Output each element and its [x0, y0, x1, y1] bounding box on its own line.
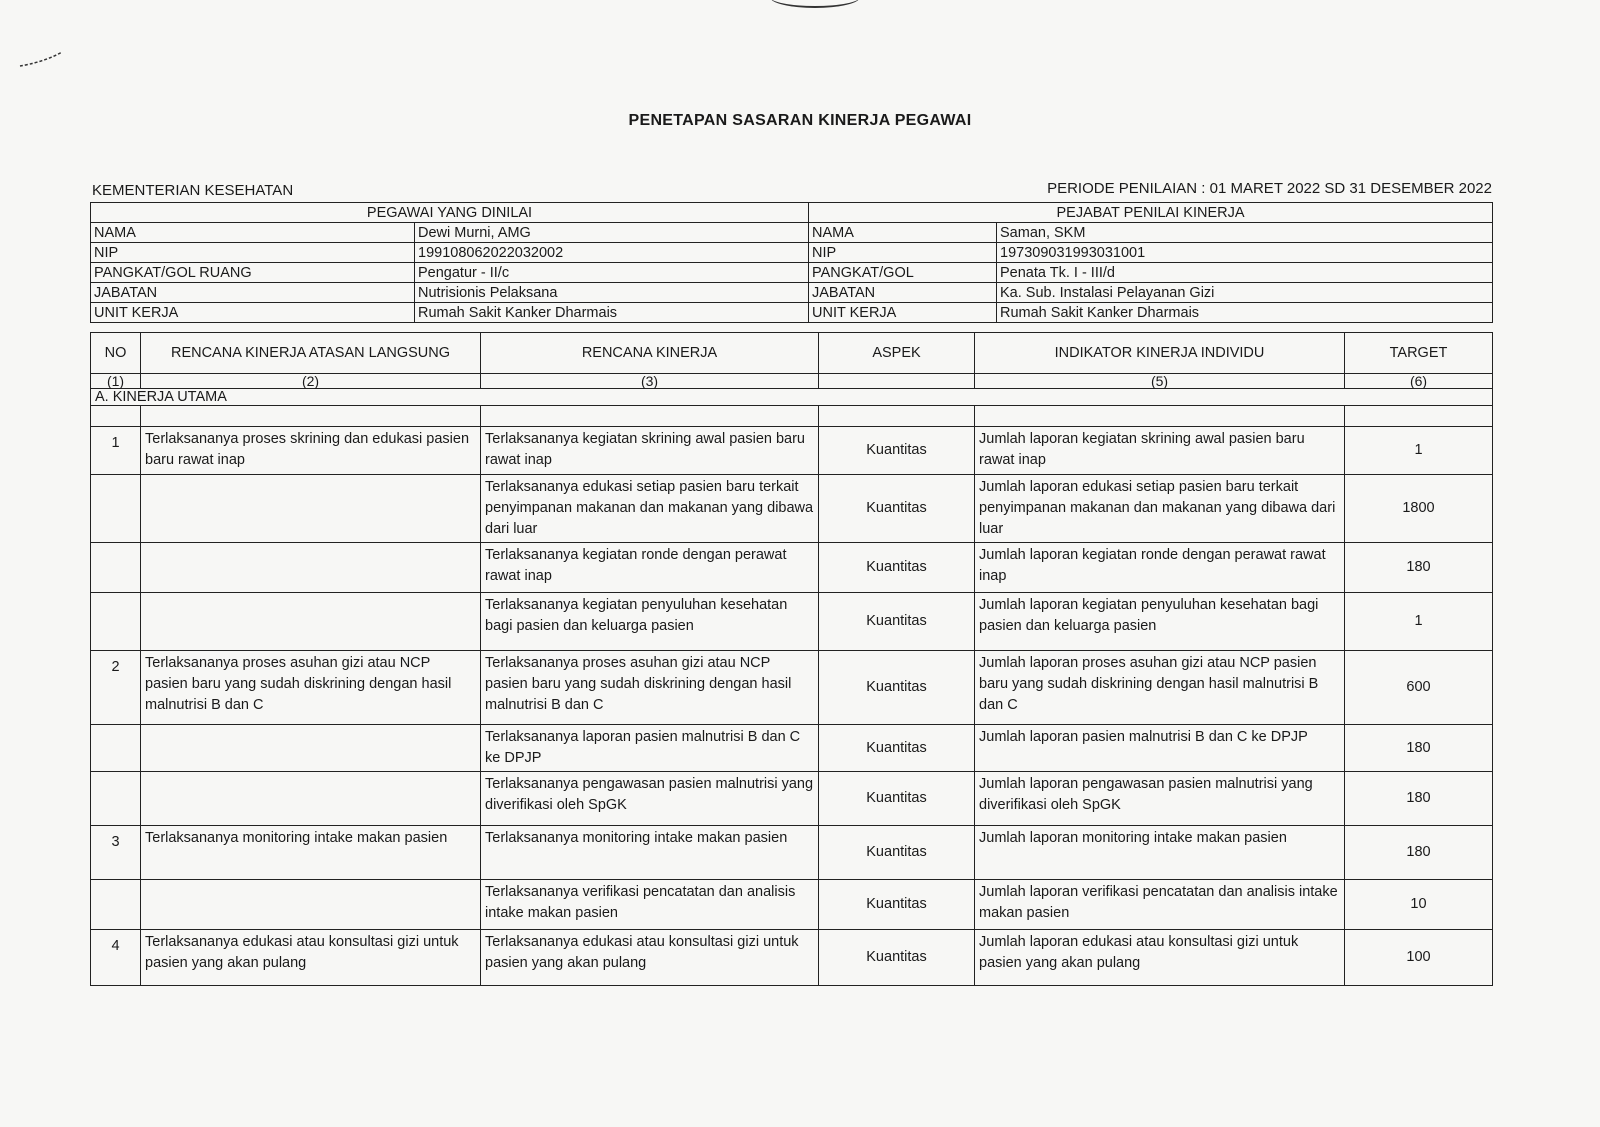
pejabat-label-nama: NAMA [809, 223, 997, 243]
table-row [91, 725, 1493, 772]
row-no [91, 772, 141, 826]
col-number-6: (6) [1345, 374, 1493, 389]
row-rencana: Terlaksananya kegiatan skrining awal pasien baru rawat inap [481, 427, 819, 475]
pejabat-label-jabatan: JABATAN [809, 283, 997, 303]
pegawai-value-jabatan: Nutrisionis Pelaksana [415, 283, 809, 303]
row-atasan: Terlaksananya proses skrining dan edukasi pasien baru rawat inap [141, 427, 481, 475]
col-header-target: TARGET [1345, 333, 1493, 374]
row-aspek: Kuantitas [819, 826, 975, 880]
pejabat-label-unit: UNIT KERJA [809, 303, 997, 323]
table-row [91, 543, 1493, 593]
row-aspek: Kuantitas [819, 772, 975, 826]
col-header-rencana: RENCANA KINERJA [481, 333, 819, 374]
row-target: 600 [1345, 651, 1493, 725]
col-number-2: (2) [141, 374, 481, 389]
row-no: 2 [91, 651, 141, 725]
row-target: 180 [1345, 725, 1493, 772]
row-indikator: Jumlah laporan verifikasi pencatatan dan analisis intake makan pasien [975, 880, 1345, 930]
pegawai-label-pangkat: PANGKAT/GOL RUANG [91, 263, 415, 283]
pejabat-heading: PEJABAT PENILAI KINERJA [809, 203, 1493, 223]
pegawai-label-nip: NIP [91, 243, 415, 263]
row-atasan [141, 880, 481, 930]
identity-table [90, 202, 1493, 323]
pejabat-value-nip: 197309031993031001 [997, 243, 1493, 263]
row-no [91, 543, 141, 593]
row-rencana: Terlaksananya proses asuhan gizi atau NCP pasien baru yang sudah diskrining dengan hasil malnutrisi B dan C [481, 651, 819, 725]
table-row [91, 772, 1493, 826]
row-no: 1 [91, 427, 141, 475]
row-atasan [141, 725, 481, 772]
row-atasan [141, 543, 481, 593]
table-row [91, 427, 1493, 475]
pegawai-label-jabatan: JABATAN [91, 283, 415, 303]
document-title: PENETAPAN SASARAN KINERJA PEGAWAI [628, 112, 972, 129]
row-atasan [141, 772, 481, 826]
row-indikator: Jumlah laporan edukasi atau konsultasi gizi untuk pasien yang akan pulang [975, 930, 1345, 986]
table-row [91, 826, 1493, 880]
row-aspek: Kuantitas [819, 651, 975, 725]
row-no [91, 725, 141, 772]
column-number-row [91, 374, 1493, 389]
col-header-atasan: RENCANA KINERJA ATASAN LANGSUNG [141, 333, 481, 374]
row-target: 1800 [1345, 475, 1493, 543]
table-row [91, 880, 1493, 930]
row-atasan: Terlaksananya monitoring intake makan pasien [141, 826, 481, 880]
row-target: 180 [1345, 772, 1493, 826]
pen-mark [18, 50, 66, 68]
pegawai-value-nama: Dewi Murni, AMG [415, 223, 809, 243]
row-rencana: Terlaksananya pengawasan pasien malnutrisi yang diverifikasi oleh SpGK [481, 772, 819, 826]
organization-name: KEMENTERIAN KESEHATAN [92, 182, 294, 199]
col-number-4-empty [819, 374, 975, 389]
row-rencana: Terlaksananya verifikasi pencatatan dan analisis intake makan pasien [481, 880, 819, 930]
row-rencana: Terlaksananya kegiatan ronde dengan perawat rawat inap [481, 543, 819, 593]
row-rencana: Terlaksananya kegiatan penyuluhan kesehatan bagi pasien dan keluarga pasien [481, 593, 819, 651]
col-header-indikator: INDIKATOR KINERJA INDIVIDU [975, 333, 1345, 374]
row-no [91, 880, 141, 930]
row-rencana: Terlaksananya monitoring intake makan pasien [481, 826, 819, 880]
pegawai-value-pangkat: Pengatur - II/c [415, 263, 809, 283]
row-rencana: Terlaksananya laporan pasien malnutrisi B dan C ke DPJP [481, 725, 819, 772]
row-no [91, 475, 141, 543]
row-indikator: Jumlah laporan monitoring intake makan pasien [975, 826, 1345, 880]
row-no: 4 [91, 930, 141, 986]
pegawai-heading: PEGAWAI YANG DINILAI [91, 203, 809, 223]
row-atasan [141, 593, 481, 651]
table-row [91, 930, 1493, 986]
table-row [91, 593, 1493, 651]
pejabat-value-pangkat: Penata Tk. I - III/d [997, 263, 1493, 283]
row-indikator: Jumlah laporan kegiatan penyuluhan kesehatan bagi pasien dan keluarga pasien [975, 593, 1345, 651]
row-aspek: Kuantitas [819, 930, 975, 986]
row-aspek: Kuantitas [819, 725, 975, 772]
section-label: A. KINERJA UTAMA [91, 389, 1493, 406]
column-header-row [91, 333, 1493, 374]
row-target: 100 [1345, 930, 1493, 986]
blank-row [91, 406, 1493, 427]
row-rencana: Terlaksananya edukasi atau konsultasi gizi untuk pasien yang akan pulang [481, 930, 819, 986]
col-header-aspek: ASPEK [819, 333, 975, 374]
col-header-no: NO [91, 333, 141, 374]
row-indikator: Jumlah laporan kegiatan ronde dengan perawat rawat inap [975, 543, 1345, 593]
top-arc-mark [770, 0, 860, 8]
pejabat-value-jabatan: Ka. Sub. Instalasi Pelayanan Gizi [997, 283, 1493, 303]
pejabat-label-pangkat: PANGKAT/GOL [809, 263, 997, 283]
row-target: 1 [1345, 427, 1493, 475]
pejabat-value-unit: Rumah Sakit Kanker Dharmais [997, 303, 1493, 323]
row-no: 3 [91, 826, 141, 880]
col-number-3: (3) [481, 374, 819, 389]
row-aspek: Kuantitas [819, 427, 975, 475]
row-indikator: Jumlah laporan pengawasan pasien malnutrisi yang diverifikasi oleh SpGK [975, 772, 1345, 826]
row-rencana: Terlaksananya edukasi setiap pasien baru terkait penyimpanan makanan dan makanan yang dibawa dari luar [481, 475, 819, 543]
table-row [91, 651, 1493, 725]
pegawai-value-unit: Rumah Sakit Kanker Dharmais [415, 303, 809, 323]
col-number-5: (5) [975, 374, 1345, 389]
performance-table [90, 332, 1493, 986]
row-indikator: Jumlah laporan pasien malnutrisi B dan C ke DPJP [975, 725, 1345, 772]
row-aspek: Kuantitas [819, 475, 975, 543]
row-atasan [141, 475, 481, 543]
row-atasan: Terlaksananya proses asuhan gizi atau NCP pasien baru yang sudah diskrining dengan hasil malnutrisi B dan C [141, 651, 481, 725]
pegawai-label-unit: UNIT KERJA [91, 303, 415, 323]
row-aspek: Kuantitas [819, 880, 975, 930]
row-atasan: Terlaksananya edukasi atau konsultasi gizi untuk pasien yang akan pulang [141, 930, 481, 986]
row-aspek: Kuantitas [819, 543, 975, 593]
row-target: 1 [1345, 593, 1493, 651]
row-indikator: Jumlah laporan kegiatan skrining awal pasien baru rawat inap [975, 427, 1345, 475]
pejabat-label-nip: NIP [809, 243, 997, 263]
row-target: 10 [1345, 880, 1493, 930]
pejabat-value-nama: Saman, SKM [997, 223, 1493, 243]
row-indikator: Jumlah laporan proses asuhan gizi atau NCP pasien baru yang sudah diskrining dengan hasil malnutrisi B dan C [975, 651, 1345, 725]
row-aspek: Kuantitas [819, 593, 975, 651]
row-no [91, 593, 141, 651]
row-target: 180 [1345, 543, 1493, 593]
table-row [91, 475, 1493, 543]
row-target: 180 [1345, 826, 1493, 880]
row-indikator: Jumlah laporan edukasi setiap pasien baru terkait penyimpanan makanan dan makanan yang dibawa dari luar [975, 475, 1345, 543]
assessment-period: PERIODE PENILAIAN : 01 MARET 2022 SD 31 DESEMBER 2022 [1047, 180, 1492, 197]
pegawai-label-nama: NAMA [91, 223, 415, 243]
pegawai-value-nip: 199108062022032002 [415, 243, 809, 263]
section-row [91, 389, 1493, 406]
col-number-1: (1) [91, 374, 141, 389]
